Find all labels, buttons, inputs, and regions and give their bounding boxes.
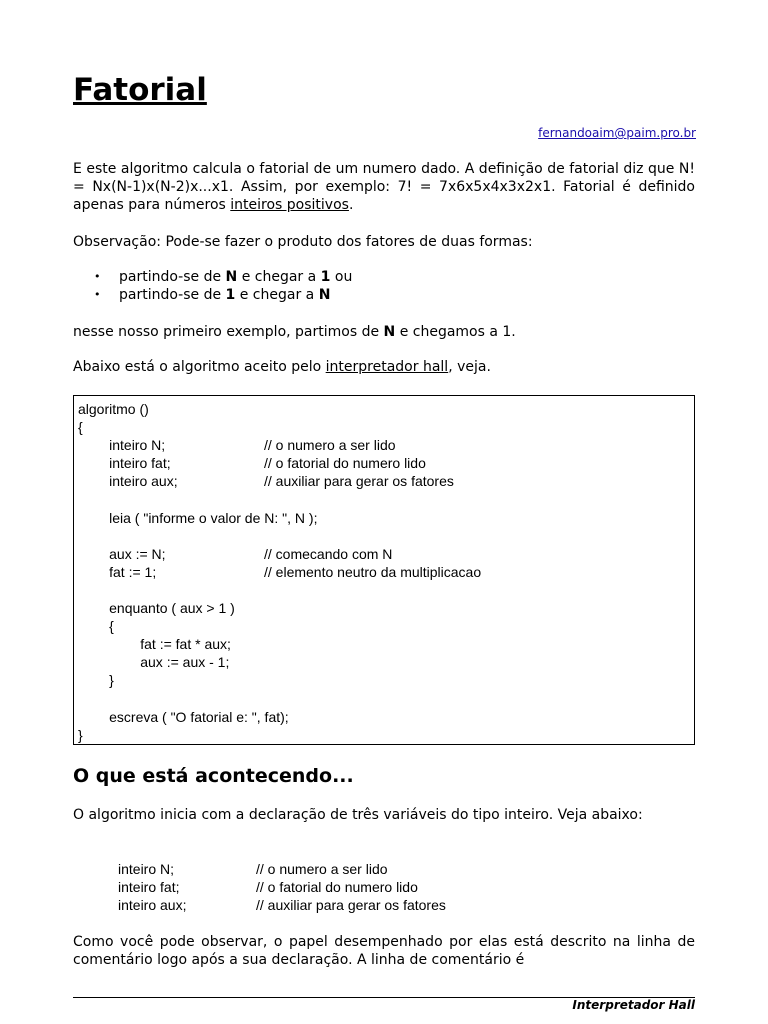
below-text: Abaixo está o algoritmo aceito pelo [73,359,326,375]
code-line [78,527,317,545]
page-title: Fatorial [73,72,207,108]
code-text: fat := fat * aux; [78,636,231,653]
code-text: { [78,618,114,635]
below-text-end: , veja. [448,359,491,375]
code-line [78,454,426,472]
code-comment: // o numero a ser lido [256,861,388,877]
code-comment: // auxiliar para gerar os fatores [256,897,446,913]
code-comment: // o numero a ser lido [264,437,396,454]
code-comment: // auxiliar para gerar os fatores [264,473,454,490]
positive-integers-link: inteiros positivos [230,197,349,213]
code-line [78,671,317,689]
explanation-paragraph-2: Como você pode observar, o papel desempenhado por elas está descrito na linha de comentário logo após a sua declaração. A linha de comentário é [73,934,695,968]
code-line [78,418,317,436]
code-line [118,896,446,914]
code-text: inteiro fat; [118,879,180,895]
below-paragraph [73,358,695,376]
code-line [78,635,317,653]
code-text: aux := aux - 1; [78,654,230,671]
bullet-bold: 1 [320,269,331,285]
example-text: nesse nosso primeiro exemplo, partimos de [73,324,384,340]
explanation-paragraph: O algoritmo inicia com a declaração de três variáveis do tipo inteiro. Veja abaixo: [73,807,643,823]
code-line [78,653,317,671]
code-text: inteiro N; [118,861,175,877]
bullet-list [94,268,352,304]
bullet-item [94,286,352,304]
code-text: } [78,672,114,689]
code-line [78,400,317,418]
bullet-bold: N [318,287,331,303]
code-comment: // o fatorial do numero lido [256,879,418,895]
code-text: algoritmo () [78,401,149,417]
code-line [78,690,317,708]
section-heading: O que está acontecendo... [73,765,354,787]
code-text: inteiro N; [78,437,166,454]
code-comment: // comecando com N [264,545,393,562]
code-text: leia ( "informe o valor de N: ", N ); [78,509,318,526]
code-line [78,708,317,726]
code-line [78,490,317,508]
intro-text: E este algoritmo calcula o fatorial de um numero dado. A definição de fatorial diz que N! = Nx(N-1)x(N-2)x...x1. Assim, por exemplo: 7! = 7x6x5x4x3x2x1. Fatorial é definido apenas para números [73,161,695,213]
bullet-text: partindo-se de [119,287,226,303]
bullet-text: e chegar a [237,269,321,285]
author-email-link[interactable]: fernandoaim@paim.pro.br [538,126,696,140]
code-line [78,581,317,599]
bullet-text: partindo-se de [119,269,226,285]
example-bold: N [383,324,396,340]
code-text: { [78,419,83,436]
code-line [118,860,388,878]
code-text: fat := 1; [78,563,157,580]
code-block [73,395,695,745]
code-text: enquanto ( aux > 1 ) [78,600,235,617]
example-paragraph [73,323,695,341]
bullet-text: e chegar a [235,287,319,303]
code-listing [78,400,482,744]
code-text: escreva ( "O fatorial e: ", fat); [78,708,289,725]
footer-text: Interpretador Hall [572,998,695,1012]
code-text: inteiro aux; [118,897,187,913]
bullet-bold: 1 [225,287,236,303]
code-line [78,472,454,490]
code-line [78,563,482,581]
code-line [78,509,317,527]
code-text: inteiro aux; [78,473,178,490]
code-line [118,878,418,896]
bullet-bold: N [225,269,238,285]
interpreter-hall-link[interactable]: interpretador hall [325,359,449,375]
example-text-end: e chegamos a 1. [395,324,516,340]
intro-paragraph [73,160,695,214]
bullet-item [94,268,352,286]
code-text: aux := N; [78,545,166,562]
code-line [78,617,317,635]
code-text: } [78,726,83,743]
observation-paragraph: Observação: Pode-se fazer o produto dos fatores de duas formas: [73,234,533,250]
code-line [78,726,317,744]
declaration-listing [118,860,446,914]
bullet-text: ou [330,269,353,285]
code-comment: // elemento neutro da multiplicacao [264,563,482,580]
code-line [78,599,317,617]
code-text: inteiro fat; [78,455,171,472]
code-line [78,436,396,454]
code-comment: // o fatorial do numero lido [264,455,426,472]
code-line [78,545,393,563]
intro-end: . [348,197,354,213]
